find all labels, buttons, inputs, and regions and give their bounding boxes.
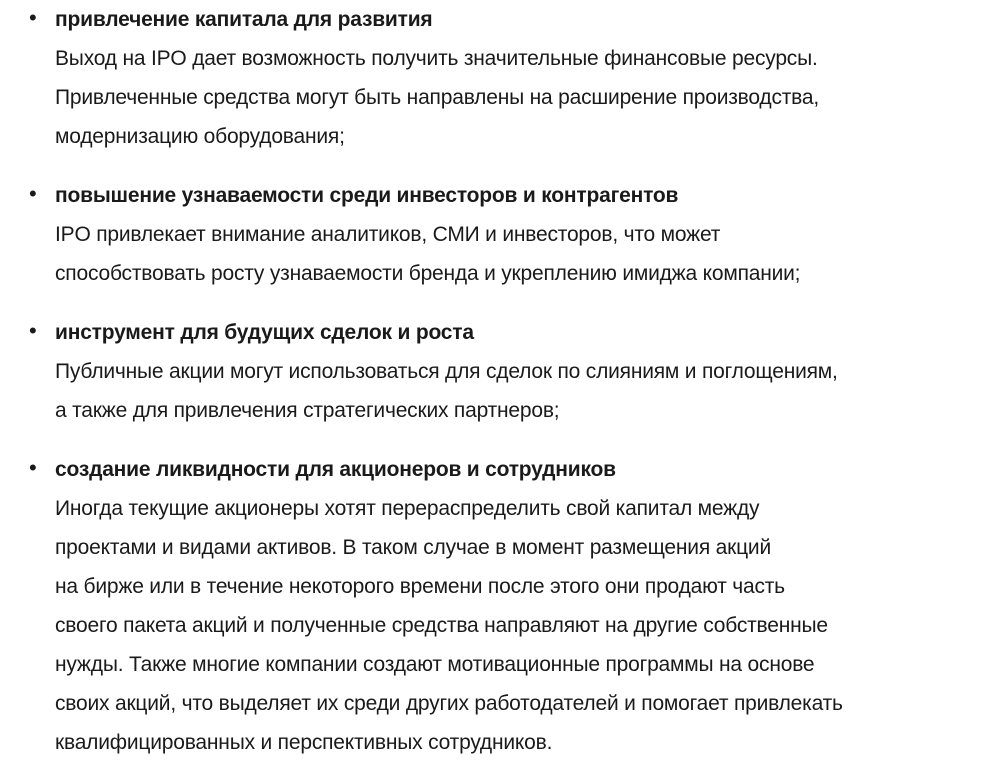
text-line: квалифицированных и перспективных сотрудников. <box>55 731 553 754</box>
bullet-icon: • <box>29 181 37 206</box>
item-title: повышение узнаваемости среди инвесторов и контрагентов <box>55 184 679 207</box>
item-text <box>55 39 975 156</box>
text-line: способствовать росту узнаваемости бренда и укреплению имиджа компании; <box>55 262 801 285</box>
text-line: своего пакета акций и полученные средства направляют на другие собственные <box>55 614 828 637</box>
list-item-deals <box>0 313 985 430</box>
item-title: привлечение капитала для развития <box>55 8 433 31</box>
text-line: Иногда текущие акционеры хотят перераспределить свой капитал между <box>55 497 760 520</box>
list-item-recognition <box>0 176 985 293</box>
text-line: модернизацию оборудования; <box>55 125 345 148</box>
item-text <box>55 352 975 430</box>
item-text <box>55 215 975 293</box>
text-line: на бирже или в течение некоторого времени после этого они продают часть <box>55 575 785 598</box>
text-line: нужды. Также многие компании создают мотивационные программы на основе <box>55 653 815 676</box>
text-line: IPO привлекает внимание аналитиков, СМИ и инвесторов, что может <box>55 223 721 246</box>
text-line: а также для привлечения стратегических партнеров; <box>55 399 560 422</box>
item-text <box>55 489 975 762</box>
text-line: Публичные акции могут использоваться для сделок по слияниям и поглощениям, <box>55 360 838 383</box>
text-line: своих акций, что выделяет их среди других работодателей и помогает привлекать <box>55 692 843 715</box>
text-line: Привлеченные средства могут быть направлены на расширение производства, <box>55 86 819 109</box>
text-line: проектами и видами активов. В таком случае в момент размещения акций <box>55 536 771 559</box>
bullet-icon: • <box>29 5 37 30</box>
bullet-icon: • <box>29 455 37 480</box>
item-title: создание ликвидности для акционеров и сотрудников <box>55 458 616 481</box>
list-item-capital <box>0 0 985 156</box>
bullet-icon: • <box>29 318 37 343</box>
item-title: инструмент для будущих сделок и роста <box>55 321 474 344</box>
list-item-liquidity <box>0 450 985 762</box>
text-line: Выход на IPO дает возможность получить значительные финансовые ресурсы. <box>55 47 818 70</box>
